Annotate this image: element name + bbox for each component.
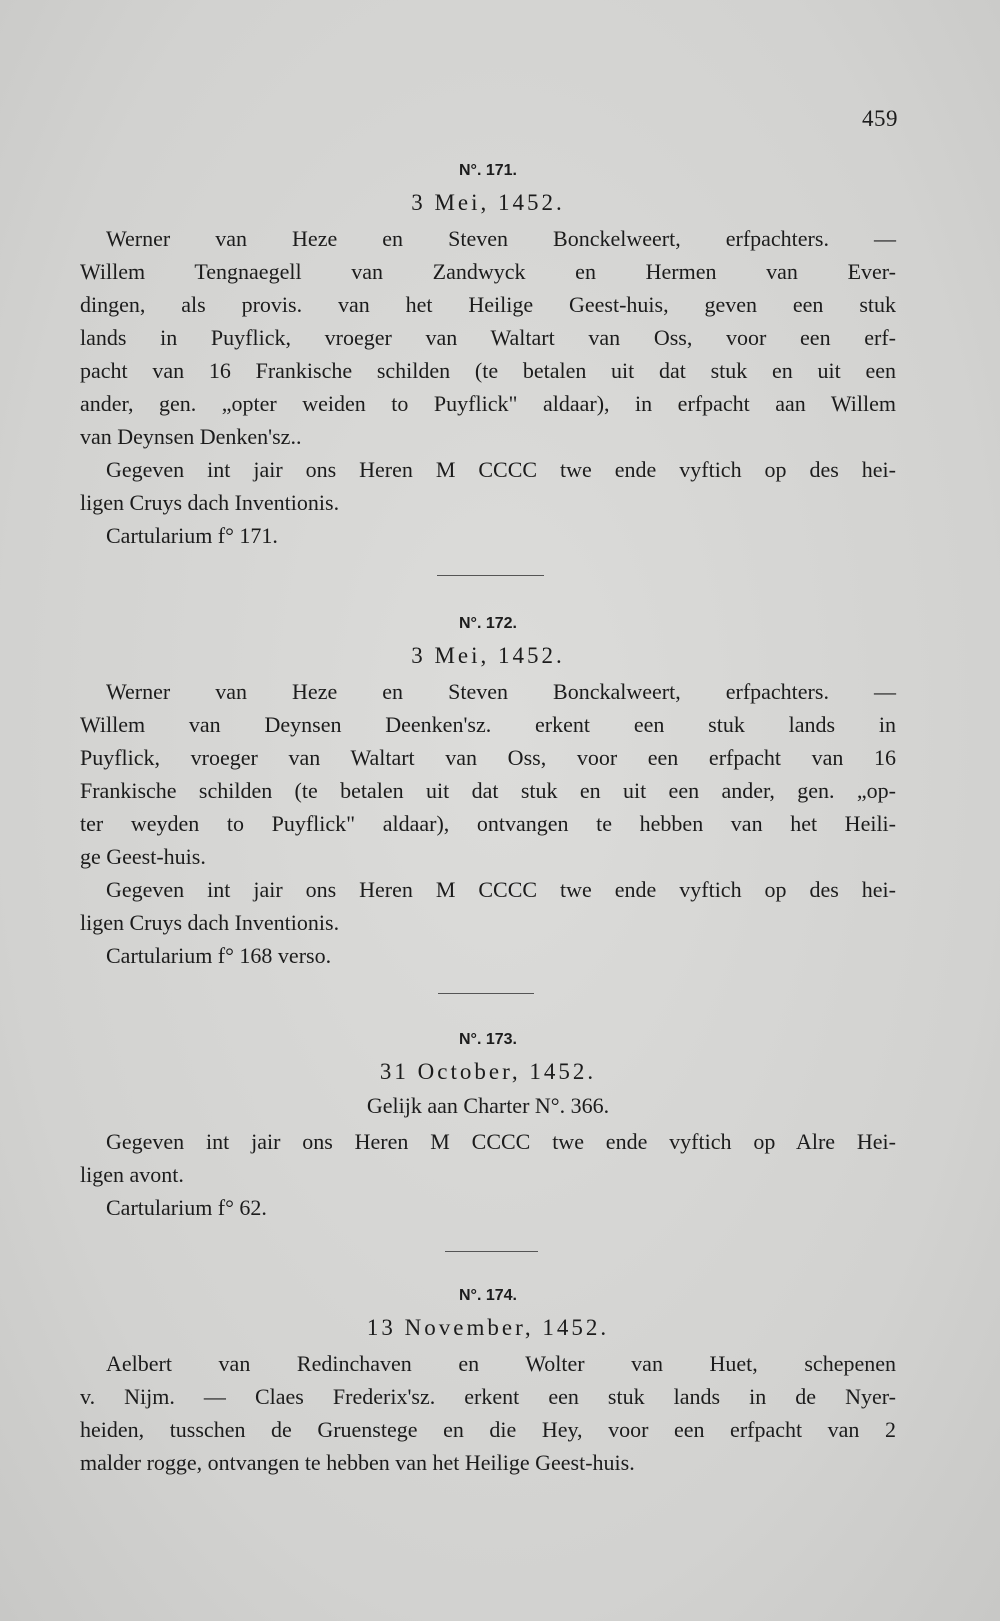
entry-text-line: Cartularium f° 62. [106,1195,267,1220]
entry-number: N°. 172. [459,615,517,632]
entry-text-line: lands in Puyflick, vroeger van Waltart van Oss, voor een erf- [80,325,896,350]
entry-date: 3 Mei, 1452. [411,190,565,215]
entry-subtitle: Gelijk aan Charter N°. 366. [366,1093,610,1118]
entry-text-line: Cartularium f° 168 verso. [106,943,332,968]
section-divider [437,575,544,576]
entry-text-line: dingen, als provis. van het Heilige Geest-huis, geven een stuk [80,292,896,317]
entry-text-line: ander, gen. „opter weiden to Puyflick" aldaar), in erfpacht aan Willem [80,391,896,416]
entry-text-line: ge Geest-huis. [80,844,206,869]
entry-date: 13 November, 1452. [366,1315,610,1340]
entry-text-line: heiden, tusschen de Gruenstege en die Hey, voor een erfpacht van 2 [80,1417,896,1442]
entry-text-line: malder rogge, ontvangen te hebben van het Heilige Geest-huis. [80,1450,635,1475]
section-divider [438,993,534,994]
entry-text-line: Werner van Heze en Steven Bonckalweert, erfpachters. — [106,679,896,704]
entry-text-line: v. Nijm. — Claes Frederix'sz. erkent een stuk lands in de Nyer- [80,1384,896,1409]
entry-172 [80,613,896,972]
entry-text-line: Gegeven int jair ons Heren M CCCC twe ende vyftich op des hei- [106,877,896,902]
entry-date: 31 October, 1452. [379,1059,597,1084]
entry-text-line: Willem Tengnaegell van Zandwyck en Hermen van Ever- [80,259,896,284]
entry-text-line: ter weyden to Puyflick" aldaar), ontvangen te hebben van het Heili- [80,811,896,836]
entry-text-line: ligen Cruys dach Inventionis. [80,490,340,515]
entry-text-line: van Deynsen Denken'sz.. [80,424,302,449]
page-number: 459 [862,106,898,131]
entry-text-line: Gegeven int jair ons Heren M CCCC twe ende vyftich op Alre Hei- [106,1129,896,1154]
entry-174 [80,1285,896,1479]
entry-text-line: pacht van 16 Frankische schilden (te betalen uit dat stuk en uit een [80,358,896,383]
entry-171 [80,160,896,552]
entry-number: N°. 173. [459,1031,517,1048]
entry-number: N°. 171. [459,162,517,179]
section-divider [445,1251,538,1252]
entry-text-line: Puyflick, vroeger van Waltart van Oss, voor een erfpacht van 16 [80,745,896,770]
entry-text-line: ligen avont. [80,1162,184,1187]
entry-text-line: Willem van Deynsen Deenken'sz. erkent een stuk lands in [80,712,896,737]
entry-text-line: Aelbert van Redinchaven en Wolter van Huet, schepenen [106,1351,896,1376]
entry-number: N°. 174. [459,1287,517,1304]
entry-text-line: Gegeven int jair ons Heren M CCCC twe ende vyftich op des hei- [106,457,896,482]
entry-text-line: Werner van Heze en Steven Bonckelweert, erfpachters. — [106,226,896,251]
entry-text-line: Cartularium f° 171. [106,523,278,548]
entry-173 [80,1029,896,1224]
entry-text-line: ligen Cruys dach Inventionis. [80,910,340,935]
entry-date: 3 Mei, 1452. [411,643,565,668]
entry-text-line: Frankische schilden (te betalen uit dat stuk en uit een ander, gen. „op- [80,778,896,803]
